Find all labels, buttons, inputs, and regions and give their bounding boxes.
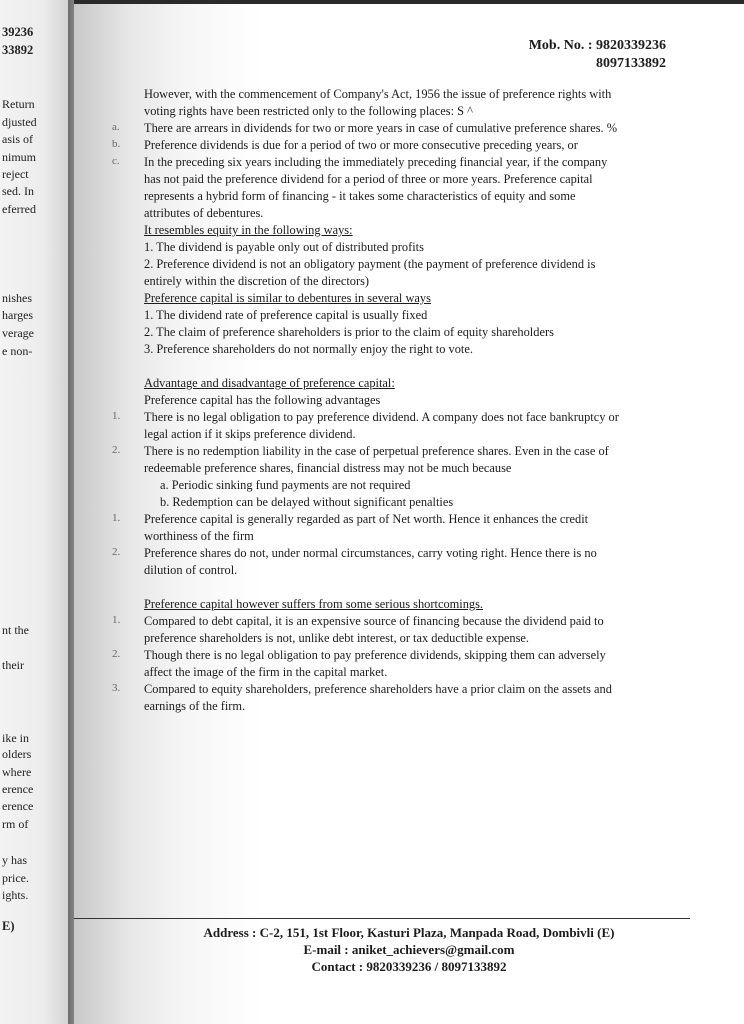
left-page-text-fragment: ike in bbox=[2, 731, 29, 745]
left-page-text-fragment: harges bbox=[2, 308, 34, 322]
left-page-text-fragment: nishes bbox=[2, 291, 32, 305]
debenture-similarity-item: 2. The claim of preference shareholders is prior to the claim of equity shareholders bbox=[144, 325, 554, 339]
list-marker: 2. bbox=[112, 546, 121, 558]
left-page-text-fragment: olders bbox=[2, 747, 32, 761]
equity-resemblance-heading: It resembles equity in the following ways: bbox=[144, 223, 353, 237]
left-page-text-fragment: 33892 bbox=[2, 43, 34, 57]
document-page bbox=[74, 0, 744, 1024]
left-page-text-fragment: sed. In bbox=[2, 184, 34, 198]
left-page-text-fragment: 39236 bbox=[2, 25, 34, 39]
advantage-line: worthiness of the firm bbox=[144, 529, 254, 543]
mobile-number-secondary: 8097133892 bbox=[596, 56, 666, 71]
list-marker: b. bbox=[112, 138, 121, 150]
list-marker: 1. bbox=[112, 410, 121, 422]
mobile-number-header bbox=[529, 37, 666, 73]
intro-paragraph-line: voting rights have been restricted only to the following places: S ^ bbox=[144, 104, 473, 118]
left-page-text-fragment: erence bbox=[2, 799, 34, 813]
footer-contact: Contact : 9820339236 / 8097133892 bbox=[311, 959, 507, 974]
left-page-text-fragment: reject bbox=[2, 167, 29, 181]
previous-page-strip bbox=[0, 0, 72, 1024]
mobile-number-primary: Mob. No. : 9820339236 bbox=[528, 38, 666, 53]
left-page-text-fragment: y has bbox=[2, 853, 27, 867]
voting-condition-line: In the preceding six years including the immediately preceding financial year, if the company bbox=[144, 155, 608, 169]
debenture-similarity-item: 3. Preference shareholders do not normally enjoy the right to vote. bbox=[144, 342, 473, 356]
advantage-line: Preference shares do not, under normal circumstances, carry voting right. Hence there is no bbox=[144, 546, 597, 560]
shortcomings-heading: Preference capital however suffers from some serious shortcomings. bbox=[144, 597, 484, 611]
list-marker: 2. bbox=[112, 444, 121, 456]
voting-condition-line: has not paid the preference dividend for a period of three or more years. Preference capital bbox=[144, 172, 593, 186]
left-page-text-fragment: rm of bbox=[2, 817, 29, 831]
advantage-line: a. Periodic sinking fund payments are not required bbox=[160, 478, 411, 492]
voting-condition-line: Preference dividends is due for a period of two or more consecutive preceding years, or bbox=[144, 138, 578, 152]
left-page-text-fragment: nt the bbox=[2, 623, 29, 637]
left-page-text-fragment: erence bbox=[2, 782, 34, 796]
advantages-section-heading: Advantage and disadvantage of preference capital: bbox=[144, 376, 395, 390]
debenture-similarity-item: 1. The dividend rate of preference capital is usually fixed bbox=[144, 308, 428, 322]
list-marker: 1. bbox=[112, 614, 121, 626]
advantages-intro: Preference capital has the following advantages bbox=[144, 393, 381, 407]
list-marker: c. bbox=[112, 155, 120, 167]
shortcoming-line: Compared to debt capital, it is an expensive source of financing because the dividend paid to bbox=[144, 614, 604, 628]
intro-paragraph-line: However, with the commencement of Company's Act, 1956 the issue of preference rights with bbox=[144, 87, 612, 101]
advantage-line: There is no redemption liability in the case of perpetual preference shares. Even in the case of bbox=[144, 444, 609, 458]
advantage-line: redeemable preference shares, financial distress may not be much because bbox=[144, 461, 512, 475]
debenture-similarity-heading: Preference capital is similar to debentures in several ways bbox=[144, 291, 431, 305]
voting-condition-line: attributes of debentures. bbox=[144, 206, 264, 220]
left-page-text-fragment: their bbox=[2, 658, 24, 672]
left-page-text-fragment: asis of bbox=[2, 132, 33, 146]
shortcoming-line: affect the image of the firm in the capital market. bbox=[144, 665, 388, 679]
left-page-text-fragment: nimum bbox=[2, 150, 37, 164]
list-marker: a. bbox=[112, 121, 120, 133]
equity-resemblance-item: 2. Preference dividend is not an obligatory payment (the payment of preference dividend is bbox=[144, 257, 596, 271]
shortcoming-line: Though there is no legal obligation to pay preference dividends, skipping them can adversely bbox=[144, 648, 606, 662]
left-page-text-fragment: djusted bbox=[2, 115, 37, 129]
advantage-line: b. Redemption can be delayed without significant penalties bbox=[160, 495, 454, 509]
shortcoming-line: earnings of the firm. bbox=[144, 699, 246, 713]
left-page-text-fragment: E) bbox=[2, 919, 15, 933]
advantage-line: There is no legal obligation to pay preference dividend. A company does not face bankruptcy or bbox=[144, 410, 619, 424]
advantage-line: legal action if it skips preference dividend. bbox=[144, 427, 356, 441]
list-marker: 3. bbox=[112, 682, 121, 694]
footer-email: E-mail : aniket_achievers@gmail.com bbox=[303, 942, 515, 957]
voting-condition-line: represents a hybrid form of financing - it takes some characteristics of equity and some bbox=[144, 189, 576, 203]
shortcoming-line: preference shareholders is not, unlike debt interest, or tax deductible expense. bbox=[144, 631, 529, 645]
left-page-text-fragment: eferred bbox=[2, 202, 36, 216]
equity-resemblance-item: entirely within the discretion of the directors) bbox=[144, 274, 370, 288]
advantage-line: dilution of control. bbox=[144, 563, 238, 577]
left-page-text-fragment: verage bbox=[2, 326, 34, 340]
left-page-text-fragment: price. bbox=[2, 871, 29, 885]
footer-address: Address : C-2, 151, 1st Floor, Kasturi Plaza, Manpada Road, Dombivli (E) bbox=[203, 925, 615, 940]
page-top-edge bbox=[74, 0, 744, 4]
equity-resemblance-item: 1. The dividend is payable only out of distributed profits bbox=[144, 240, 424, 254]
left-page-text-fragment: Return bbox=[2, 97, 35, 111]
voting-condition-line: There are arrears in dividends for two or more years in case of cumulative preference shares. % bbox=[144, 121, 618, 135]
list-marker: 2. bbox=[112, 648, 121, 660]
list-marker: 1. bbox=[112, 512, 121, 524]
left-page-text-fragment: e non- bbox=[2, 344, 33, 358]
left-page-text-fragment: where bbox=[2, 765, 32, 779]
shortcoming-line: Compared to equity shareholders, preference shareholders have a prior claim on the assets and bbox=[144, 682, 612, 696]
advantage-line: Preference capital is generally regarded as part of Net worth. Hence it enhances the credit bbox=[144, 512, 589, 526]
footer-divider bbox=[74, 918, 690, 919]
left-page-text-fragment: ights. bbox=[2, 888, 29, 902]
